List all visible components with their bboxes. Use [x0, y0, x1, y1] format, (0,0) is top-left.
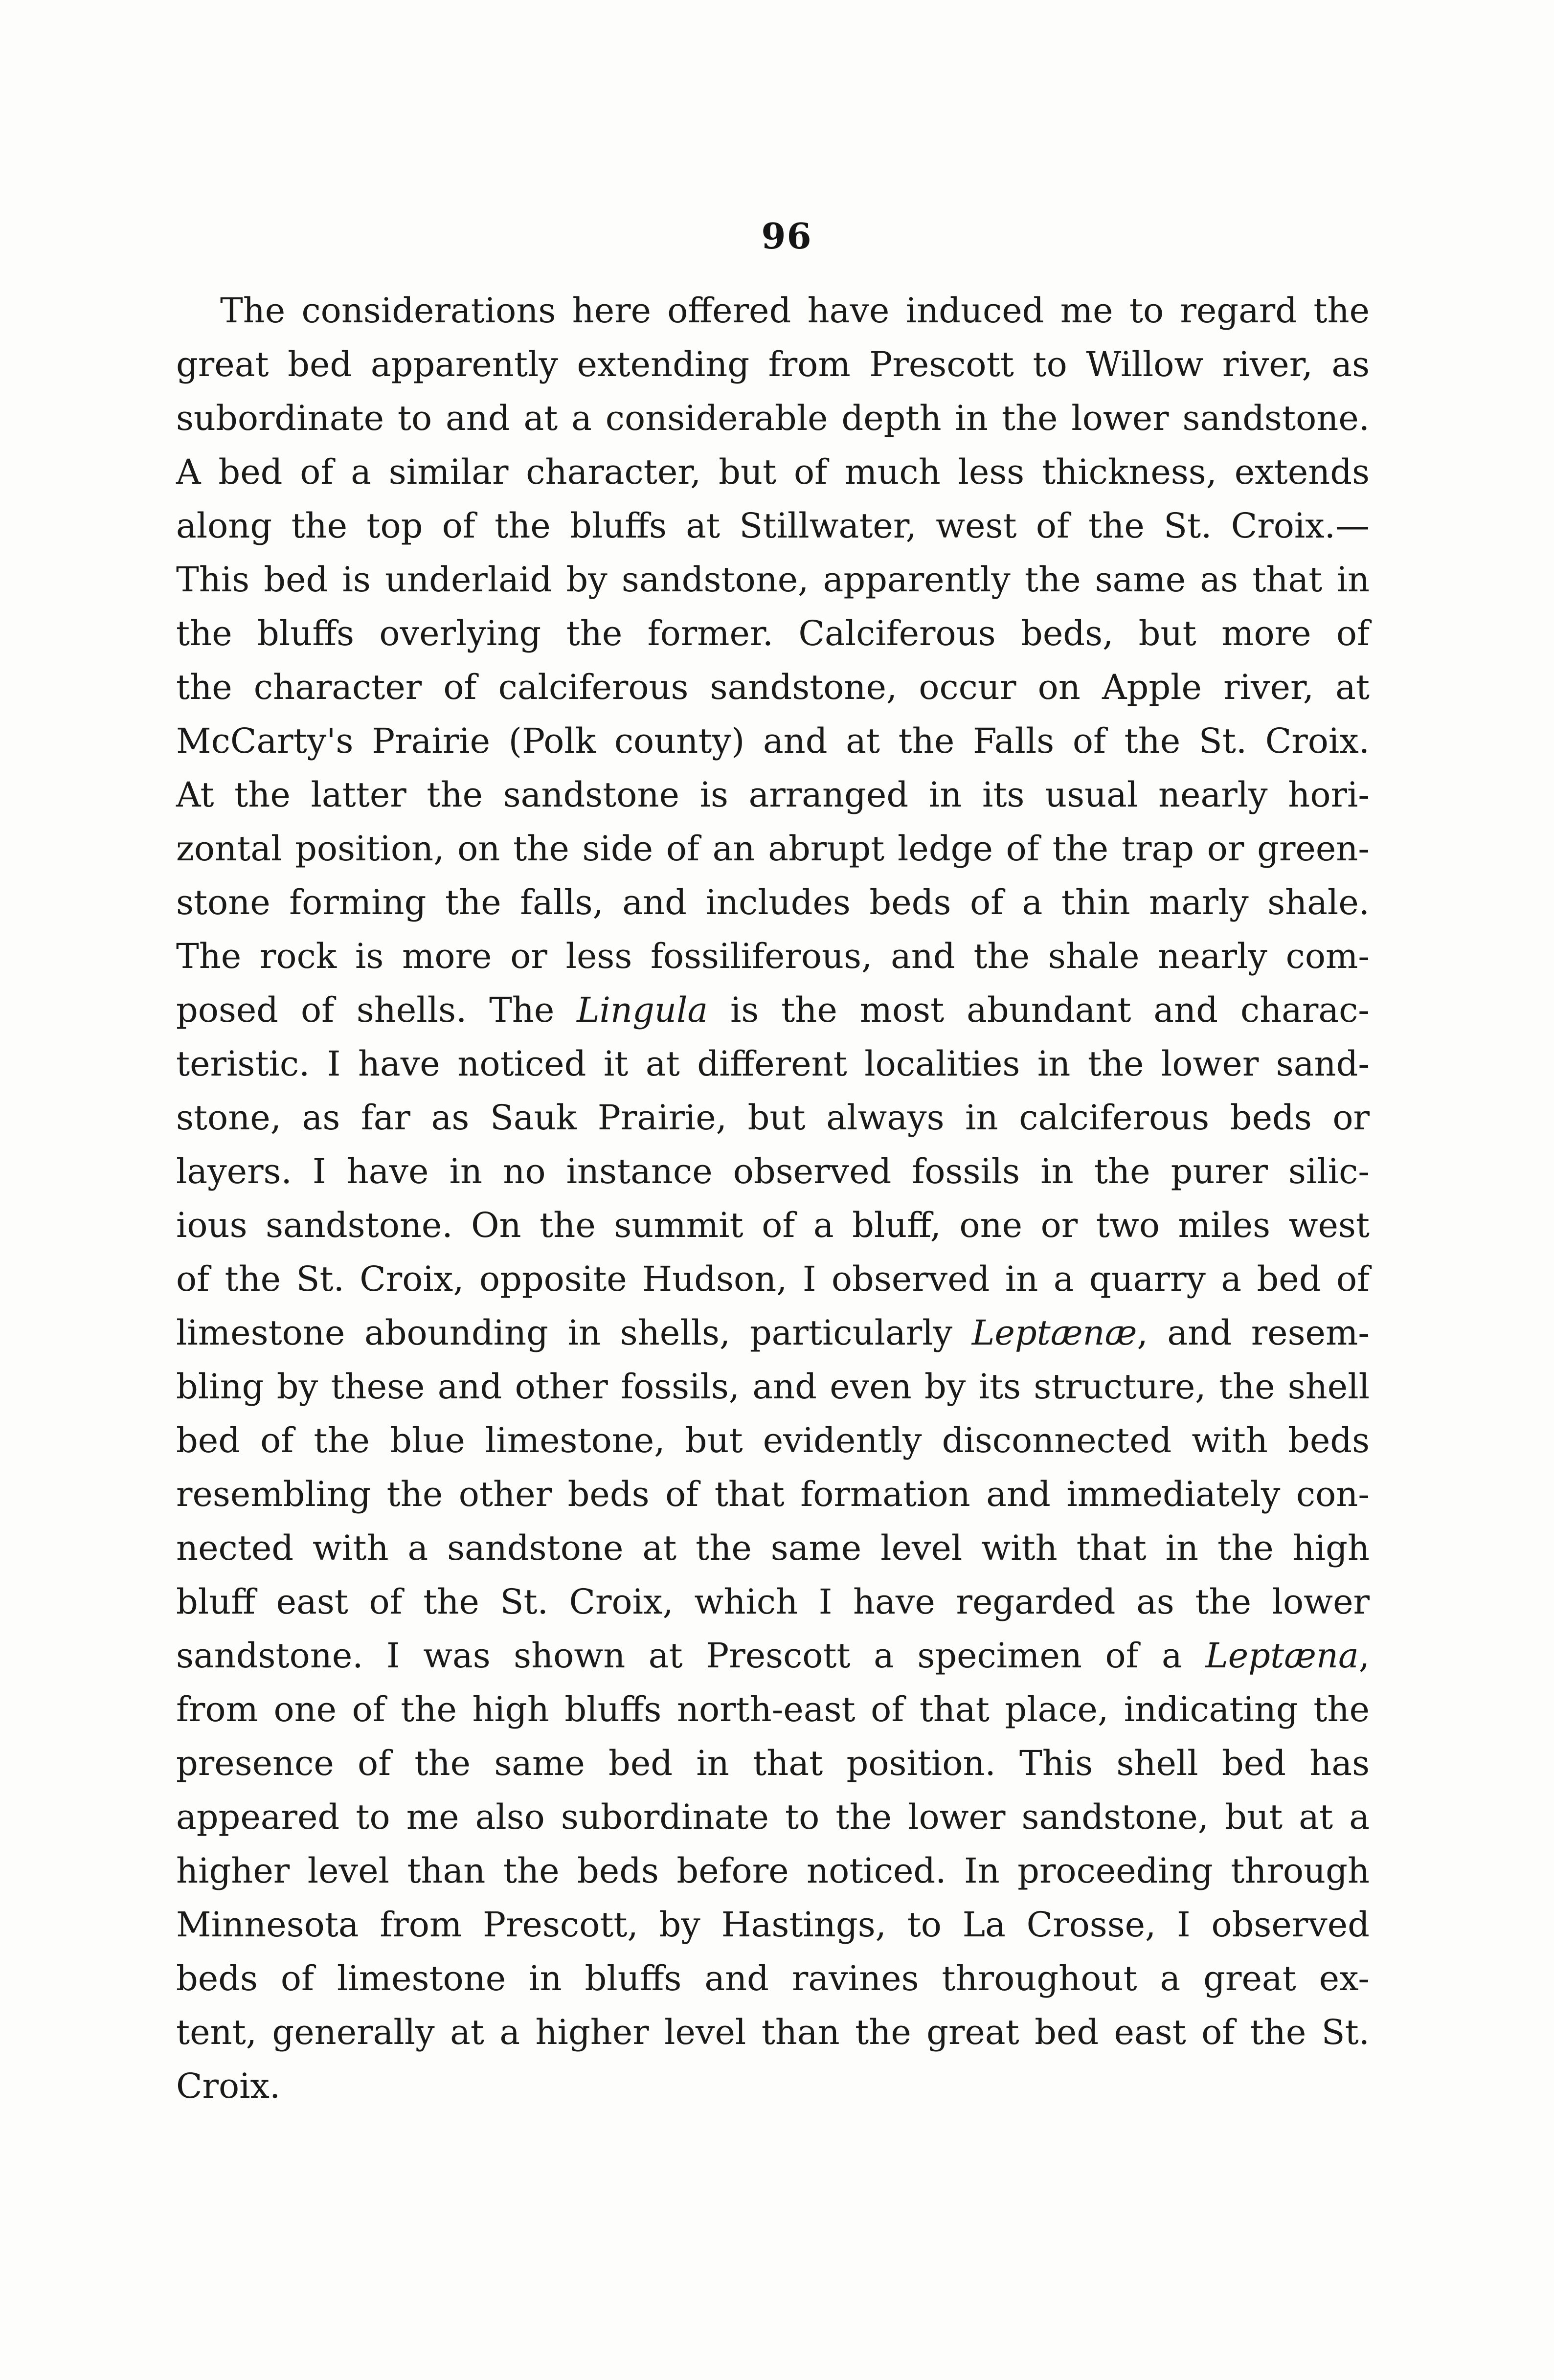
- text-line: McCarty's Prairie (Polk county) and at the Falls of the St. Croix.: [176, 721, 1370, 761]
- text-line: A bed of a similar character, but of much less thickness, extends: [176, 452, 1370, 492]
- text-line: the bluffs overlying the former. Calciferous beds, but more of: [176, 613, 1370, 653]
- text-line: subordinate to and at a considerable depth in the lower sandstone.: [176, 398, 1370, 438]
- text-line: stone forming the falls, and includes beds of a thin marly shale.: [176, 882, 1370, 922]
- text-line: bluff east of the St. Croix, which I have regarded as the lower: [176, 1582, 1370, 1622]
- body-text: [176, 284, 1370, 2113]
- text-line: [176, 1306, 1370, 1360]
- italic-term: Leptæna: [1205, 1636, 1359, 1676]
- text-line: layers. I have in no instance observed fossils in the purer silic-: [176, 1151, 1370, 1191]
- text-line: bling by these and other fossils, and even by its structure, the shell: [176, 1367, 1370, 1407]
- text-segment: , and resem-: [1137, 1313, 1370, 1353]
- text-line: great bed apparently extending from Prescott to Willow river, as: [176, 344, 1370, 384]
- page-number: 96: [761, 215, 812, 257]
- text-line: ious sandstone. On the summit of a bluff, one or two miles west: [176, 1205, 1370, 1245]
- text-line: the character of calciferous sandstone, occur on Apple river, at: [176, 667, 1370, 707]
- text-line: of the St. Croix, opposite Hudson, I observed in a quarry a bed of: [176, 1259, 1370, 1299]
- text-line: The rock is more or less fossiliferous, and the shale nearly com-: [176, 936, 1370, 976]
- text-line: appeared to me also subordinate to the lower sandstone, but at a: [176, 1797, 1370, 1837]
- text-line: from one of the high bluffs north-east of that place, indicating the: [176, 1689, 1370, 1729]
- text-line: Croix.: [176, 2066, 281, 2106]
- text-line: teristic. I have noticed it at different localities in the lower sand-: [176, 1044, 1370, 1084]
- text-line: zontal position, on the side of an abrupt ledge of the trap or green-: [176, 829, 1370, 869]
- text-line: beds of limestone in bluffs and ravines throughout a great ex-: [176, 1958, 1370, 1998]
- text-segment: posed of shells. The: [176, 990, 555, 1030]
- text-segment: is the most abundant and charac-: [730, 990, 1370, 1030]
- text-segment: ,: [1358, 1636, 1370, 1676]
- text-line: tent, generally at a higher level than the great bed east of the St.: [176, 2012, 1370, 2052]
- text-line: higher level than the beds before noticed. In proceeding through: [176, 1851, 1370, 1891]
- text-line: stone, as far as Sauk Prairie, but always in calciferous beds or: [176, 1098, 1370, 1138]
- italic-term: Leptænæ: [971, 1313, 1137, 1353]
- text-line: bed of the blue limestone, but evidently disconnected with beds: [176, 1420, 1370, 1460]
- text-line: This bed is underlaid by sandstone, apparently the same as that in: [176, 560, 1370, 600]
- text-line: The considerations here offered have induced me to regard the: [220, 291, 1370, 331]
- text-line: At the latter the sandstone is arranged in its usual nearly hori-: [176, 775, 1370, 815]
- text-line: presence of the same bed in that position. This shell bed has: [176, 1743, 1370, 1783]
- italic-term: Lingula: [577, 990, 708, 1030]
- text-line: Minnesota from Prescott, by Hastings, to La Crosse, I observed: [176, 1905, 1370, 1945]
- text-segment: limestone abounding in shells, particularly: [176, 1313, 953, 1353]
- text-segment: sandstone. I was shown at Prescott a specimen of a: [176, 1636, 1182, 1676]
- text-line: resembling the other beds of that formation and immediately con-: [176, 1474, 1370, 1514]
- text-line: [176, 1629, 1370, 1683]
- text-line: nected with a sandstone at the same level with that in the high: [176, 1528, 1370, 1568]
- text-line: along the top of the bluffs at Stillwater, west of the St. Croix.—: [176, 506, 1370, 546]
- text-line: [176, 983, 1370, 1037]
